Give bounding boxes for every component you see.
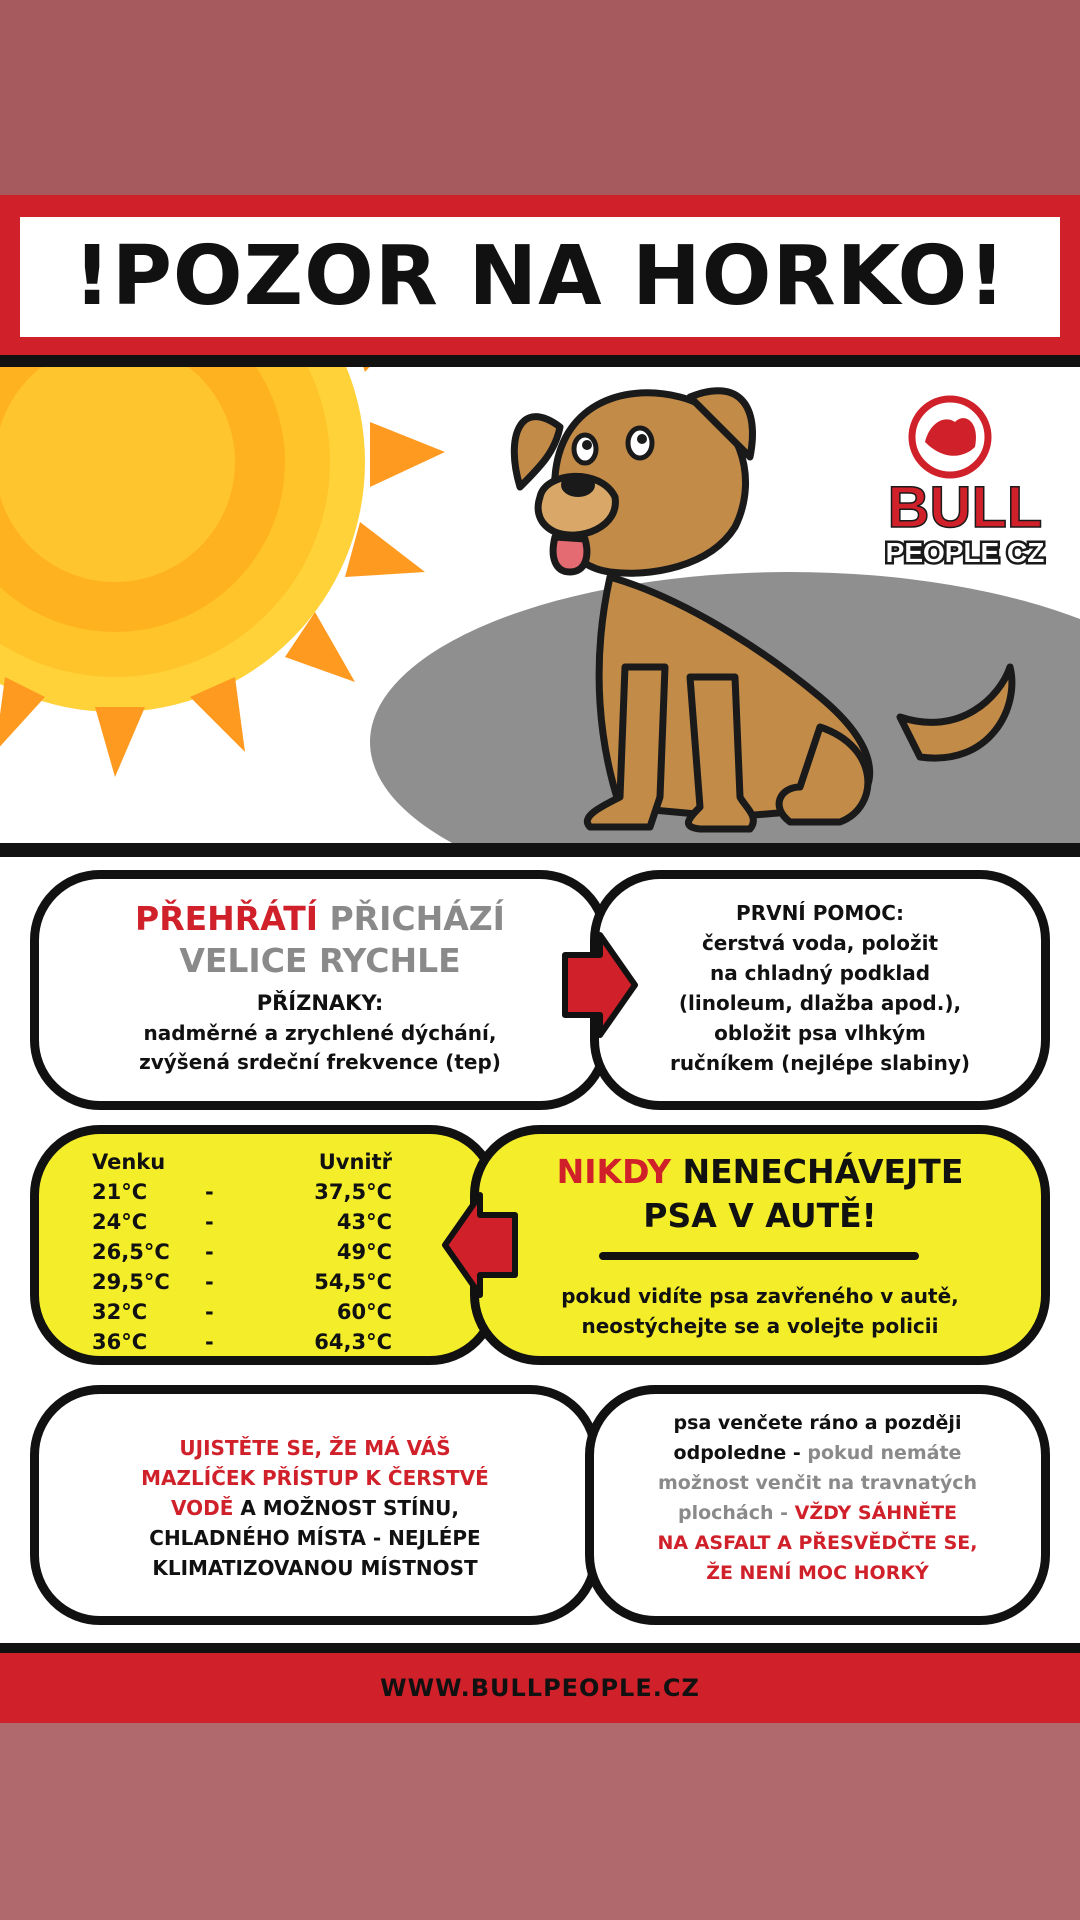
headline-gray: PŘICHÁZÍ bbox=[329, 899, 505, 938]
footer-url[interactable]: WWW.BULLPEOPLE.CZ bbox=[380, 1674, 700, 1702]
bull-logo-icon bbox=[912, 399, 988, 475]
overheating-headline bbox=[39, 899, 601, 938]
arrow-left-icon bbox=[440, 1190, 520, 1300]
first-aid-line: obložit psa vlhkým bbox=[714, 1021, 926, 1045]
footer-band bbox=[0, 1653, 1080, 1723]
first-aid-line: (linoleum, dlažba apod.), bbox=[678, 991, 962, 1015]
divider bbox=[0, 843, 1080, 857]
water-line-1: UJISTĚTE SE, ŽE MÁ VÁŠ bbox=[179, 1436, 451, 1460]
headline-gray-2: VELICE RYCHLE bbox=[179, 941, 461, 980]
walking-line-4: plochách - VŽDY SÁHNĚTE bbox=[677, 1502, 958, 1524]
logo-brand: BULL bbox=[887, 475, 1043, 540]
never-leave-box bbox=[470, 1125, 1050, 1365]
walking-line-1: psa venčete ráno a později bbox=[673, 1412, 962, 1434]
title-panel bbox=[20, 217, 1060, 337]
first-aid-line: čerstvá voda, položit bbox=[701, 931, 939, 955]
table-header bbox=[92, 1150, 392, 1180]
never-headline bbox=[479, 1152, 1041, 1191]
first-aid-title: PRVNÍ POMOC: bbox=[736, 901, 904, 925]
poster-title: !POZOR NA HORKO! bbox=[73, 229, 1007, 324]
table-row: 36°C - 64,3°C bbox=[92, 1330, 392, 1354]
water-line-4: CHLADNÉHO MÍSTA - NEJLÉPE bbox=[149, 1526, 481, 1550]
water-line-5: KLIMATIZOVANOU MÍSTNOST bbox=[152, 1556, 478, 1580]
first-aid-box bbox=[590, 870, 1050, 1110]
hero-svg bbox=[0, 367, 1080, 847]
symptoms-line-2: zvýšená srdeční frekvence (tep) bbox=[139, 1050, 501, 1074]
symptoms-line-1: nadměrné a zrychlené dýchání, bbox=[143, 1021, 497, 1045]
water-line-2: MAZLÍČEK PŘÍSTUP K ČERSTVÉ bbox=[141, 1466, 489, 1490]
first-aid-line: na chladný podklad bbox=[709, 961, 931, 985]
title-band bbox=[0, 195, 1080, 355]
table-row: 26,5°C - 49°C bbox=[92, 1240, 392, 1264]
table-row: 32°C - 60°C bbox=[92, 1300, 392, 1324]
underline-stroke bbox=[599, 1252, 919, 1260]
divider bbox=[0, 1643, 1080, 1653]
never-headline-red: NIKDY bbox=[556, 1152, 671, 1191]
arrow-right-icon bbox=[560, 930, 640, 1040]
table-row: 29,5°C - 54,5°C bbox=[92, 1270, 392, 1294]
overheating-box bbox=[30, 870, 610, 1110]
walking-line-6: ŽE NENÍ MOC HORKÝ bbox=[706, 1562, 929, 1584]
logo-sub: PEOPLE CZ bbox=[885, 537, 1045, 568]
walking-line-5: NA ASFALT A PŘESVĚDČTE SE, bbox=[657, 1532, 978, 1554]
table-row: 21°C - 37,5°C bbox=[92, 1180, 392, 1204]
poster bbox=[0, 195, 1080, 1723]
background-bottom bbox=[0, 1720, 1080, 1920]
water-shade-box bbox=[30, 1385, 600, 1625]
walking-line-2: odpoledne - pokud nemáte bbox=[673, 1442, 962, 1464]
walking-line-3: možnost venčit na travnatých bbox=[658, 1472, 977, 1494]
walking-box bbox=[585, 1385, 1050, 1625]
table-row: 24°C - 43°C bbox=[92, 1210, 392, 1234]
header-inside: Uvnitř bbox=[318, 1150, 392, 1174]
water-line-3: VODĚ A MOŽNOST STÍNU, bbox=[170, 1496, 460, 1520]
first-aid-line: ručníkem (nejlépe slabiny) bbox=[669, 1051, 971, 1075]
never-line-2: neostýchejte se a volejte policii bbox=[581, 1314, 939, 1338]
symptoms-title: PŘÍZNAKY: bbox=[256, 991, 384, 1015]
headline-red: PŘEHŘÁTÍ bbox=[135, 899, 318, 938]
never-headline-rest: NENECHÁVEJTE bbox=[682, 1152, 964, 1191]
header-outside: Venku bbox=[92, 1150, 166, 1174]
never-line-1: pokud vidíte psa zavřeného v autě, bbox=[561, 1284, 959, 1308]
never-headline-2: PSA V AUTĚ! bbox=[643, 1196, 877, 1235]
hero-illustration bbox=[0, 367, 1080, 847]
